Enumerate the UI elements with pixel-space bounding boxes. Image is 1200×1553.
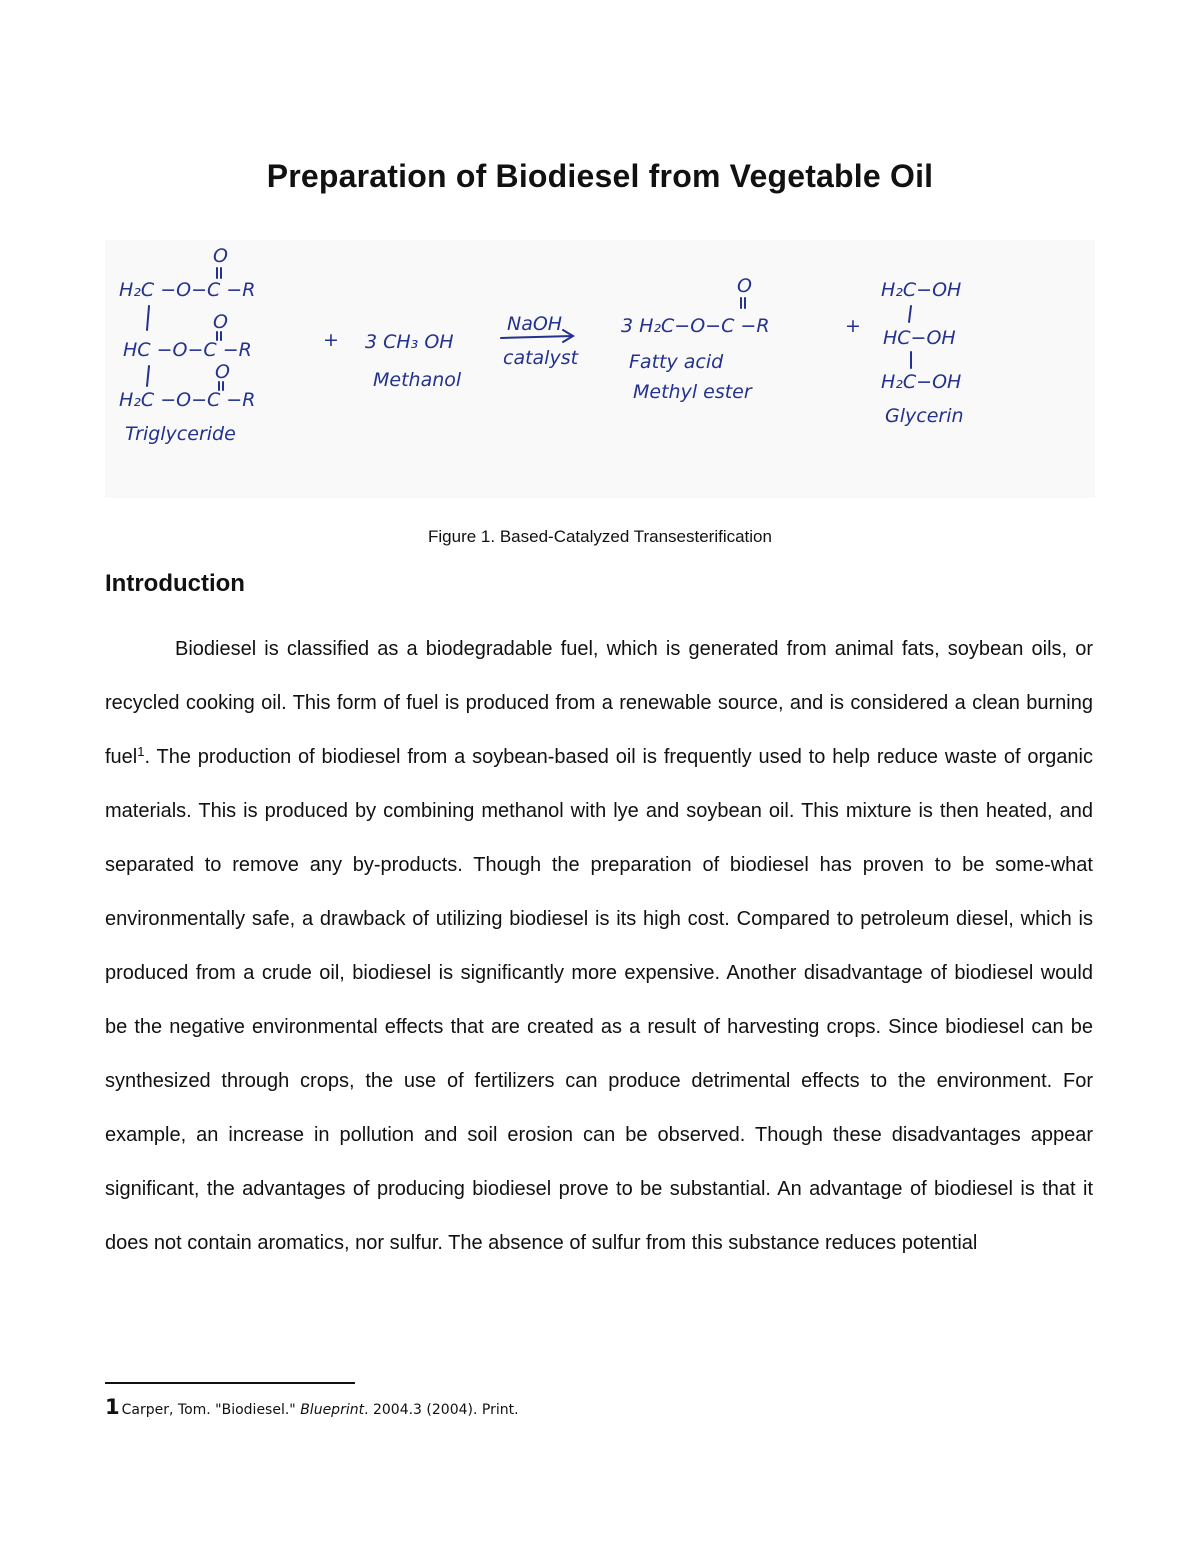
glycerin-label: Glycerin <box>885 405 964 427</box>
footnote-source-title: Blueprint <box>300 1402 365 1418</box>
footnote-separator <box>105 1382 355 1384</box>
glycerin-row-1: H₂C−OH <box>881 279 962 301</box>
reaction-scheme <box>105 240 1095 498</box>
methanol-formula: 3 CH₃ OH <box>365 331 454 353</box>
ester-label-line-2: Methyl ester <box>633 381 752 403</box>
section-heading-introduction: Introduction <box>105 570 245 597</box>
footnote-text-end: . 2004.3 (2004). Print. <box>364 1402 519 1418</box>
glycerin-row-3: H₂C−OH <box>881 371 962 393</box>
introduction-paragraph <box>105 622 1093 1270</box>
triglyceride-carbonyl-3: O <box>215 361 230 383</box>
triglyceride-row-2: HC −O−C −R <box>123 339 252 361</box>
triglyceride-carbonyl-2: O <box>213 311 228 333</box>
footnote <box>105 1395 519 1419</box>
triglyceride-label: Triglyceride <box>125 423 236 445</box>
footnote-reference[interactable]: 1 <box>137 744 145 759</box>
arrow-reagent: NaOH <box>507 313 563 335</box>
plus-sign-2: + <box>845 315 861 337</box>
glycerin-row-2: HC−OH <box>883 327 956 349</box>
reaction-arrow-shaft <box>501 336 573 338</box>
single-bond <box>909 306 911 322</box>
footnote-text-start: Carper, Tom. "Biodiesel." <box>121 1402 301 1418</box>
single-bond <box>147 306 149 330</box>
ester-carbonyl: O <box>737 275 752 297</box>
reaction-figure <box>105 240 1095 498</box>
plus-sign-1: + <box>323 329 339 351</box>
arrow-catalyst: catalyst <box>503 347 579 369</box>
ester-formula: 3 H₂C−O−C −R <box>621 315 770 337</box>
ester-label-line-1: Fatty acid <box>629 351 724 373</box>
document-title: Preparation of Biodiesel from Vegetable Oil <box>266 158 934 194</box>
paragraph-text-part-1: Biodiesel is classified as a biodegradable fuel, which is generated from animal fats, soybean oils, or recycled cooking oil. This form of fuel is produced from a renewable source, and is considered a clean burning fuel <box>105 638 1093 768</box>
methanol-label: Methanol <box>373 369 462 391</box>
figure-caption: Figure 1. Based-Catalyzed Transesterification <box>428 527 772 546</box>
footnote-number: 1 <box>105 1395 120 1419</box>
paragraph-text-part-2: . The production of biodiesel from a soybean-based oil is frequently used to help reduce waste of organic materials. This is produced by combining methanol with lye and soybean oil. This mixture is then heated, and separated to remove any by-products. Though the preparation of biodiesel has proven to be some-what environmentally safe, a drawback of utilizing biodiesel is its high cost. Compared to petroleum diesel, which is produced from a crude oil, biodiesel is significantly more expensive. Another disadvantage of biodiesel would be the negative environmental effects that are created as a result of harvesting crops. Since biodiesel can be synthesized through crops, the use of fertilizers can produce detrimental effects to the environment. For example, an increase in pollution and soil erosion can be observed. Though these disadvantages appear significant, the advantages of producing biodiesel prove to be substantial. An advantage of biodiesel is that it does not contain aromatics, nor sulfur. The absence of sulfur from this substance reduces potential <box>105 746 1093 1254</box>
triglyceride-carbonyl-1: O <box>213 245 228 267</box>
single-bond <box>147 366 149 386</box>
triglyceride-row-1: H₂C −O−C −R <box>119 279 256 301</box>
triglyceride-row-3: H₂C −O−C −R <box>119 389 256 411</box>
